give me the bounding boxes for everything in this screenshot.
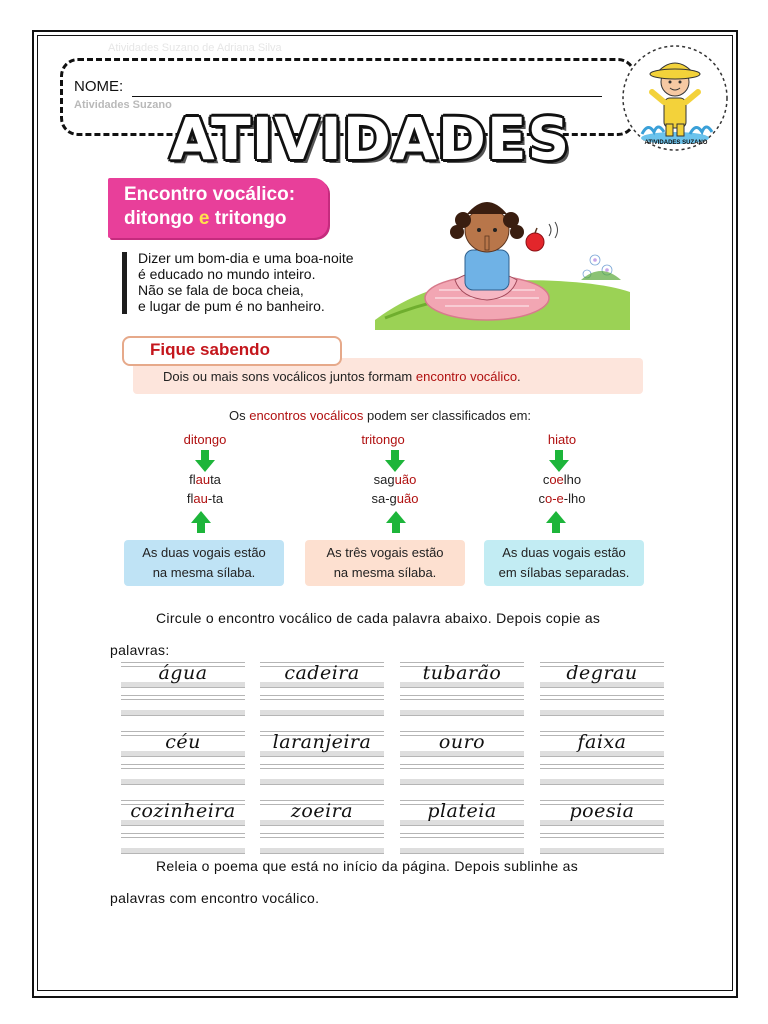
copy-band [400, 710, 524, 715]
copy-line [121, 699, 245, 700]
ruling-line [540, 825, 664, 826]
copy-line [540, 764, 664, 765]
topic-subtitle [124, 208, 287, 230]
ruling-line [400, 825, 524, 826]
ex-vowels: o-e [545, 491, 564, 506]
copy-line [400, 695, 524, 696]
copy-band [121, 848, 245, 853]
ex-vowels: uão [394, 472, 417, 487]
arrow-down-icon [549, 450, 569, 472]
arrow-up-icon [191, 511, 211, 533]
name-label: NOME: [74, 78, 124, 95]
ex-part: c [538, 491, 545, 506]
word-practice-box[interactable] [540, 731, 664, 775]
copy-line [260, 837, 384, 838]
copy-line [260, 768, 384, 769]
fique-sabendo-tab [122, 336, 342, 366]
copy-line [540, 833, 664, 834]
girl-illustration [375, 180, 630, 330]
ex-vowels: oe [549, 472, 564, 487]
cursive-word: zoeira [290, 800, 354, 822]
copy-band [540, 779, 664, 784]
copy-band [400, 848, 524, 853]
poem-line: e lugar de pum é no banheiro. [138, 298, 325, 314]
ruling-line [400, 687, 524, 688]
copy-line [400, 699, 524, 700]
copy-line [540, 837, 664, 838]
cursive-word: plateia [427, 800, 497, 822]
cursive-word: poesia [569, 800, 635, 822]
logo-caption: ATIVIDADES SUZANO [644, 140, 708, 146]
ex-part: -ta [207, 491, 224, 506]
ex-vowels: au [193, 491, 208, 506]
copy-line [400, 833, 524, 834]
copy-line [540, 695, 664, 696]
arrow-down-icon [195, 450, 215, 472]
copy-line [540, 853, 664, 854]
copy-line [260, 715, 384, 716]
ruling-line [260, 756, 384, 757]
example-tritongo [335, 472, 455, 487]
watermark: Atividades Suzano de Adriana Silva [108, 42, 282, 54]
copy-line [121, 715, 245, 716]
intro-part: Os [228, 408, 250, 423]
ruling-line [121, 756, 245, 757]
example-hiato-split [502, 491, 622, 506]
ex-part: fl [189, 472, 196, 487]
topic-box [108, 178, 328, 238]
word-practice-box[interactable] [121, 662, 245, 706]
example-ditongo-split [145, 491, 265, 506]
copy-band [121, 710, 245, 715]
col-head-ditongo: ditongo [183, 432, 227, 447]
word-practice-box[interactable] [400, 800, 524, 844]
ruling-line [260, 687, 384, 688]
definition-line: As três vogais estão [326, 545, 444, 560]
cursive-word: água [158, 662, 208, 684]
ex-part: sag [373, 472, 395, 487]
copy-line [260, 833, 384, 834]
fique-sabendo-title: Fique sabendo [150, 340, 270, 359]
copy-line [260, 695, 384, 696]
copy-band [121, 779, 245, 784]
col-head-hiato: hiato [547, 432, 577, 447]
copy-line [400, 853, 524, 854]
poem-line: é educado no mundo inteiro. [138, 266, 316, 282]
word-practice-box[interactable] [121, 800, 245, 844]
copy-line [121, 768, 245, 769]
definition-line: na mesma sílaba. [333, 565, 437, 580]
definition-line: na mesma sílaba. [152, 565, 256, 580]
site-label: Atividades Suzano [74, 99, 172, 111]
word-practice-box[interactable] [540, 800, 664, 844]
poem-line: Dizer um bom-dia e uma boa-noite [138, 250, 354, 266]
ruling-line [540, 756, 664, 757]
info-text-highlight: encontro vocálico [415, 369, 518, 384]
example-tritongo-split [335, 491, 455, 506]
copy-line [121, 764, 245, 765]
copy-line [260, 784, 384, 785]
poem [138, 250, 354, 314]
definition-hiato [484, 540, 644, 586]
copy-line [260, 853, 384, 854]
word-practice-box[interactable] [400, 731, 524, 775]
copy-line [400, 764, 524, 765]
copy-line [260, 699, 384, 700]
definition-ditongo [124, 540, 284, 586]
copy-band [540, 710, 664, 715]
ex-part: -lho [563, 491, 586, 506]
intro-highlight: encontros vocálicos [249, 408, 364, 423]
arrow-up-icon [546, 511, 566, 533]
exercise2-instruction: Releia o poema que está no início da página. Depois sublinhe as [156, 858, 579, 874]
word-practice-box[interactable] [260, 662, 384, 706]
word-practice-box[interactable] [121, 731, 245, 775]
ex-part: fl [186, 491, 194, 506]
definition-line: As duas vogais estão [142, 545, 266, 560]
example-ditongo [145, 472, 265, 487]
cursive-word: tubarão [422, 662, 502, 684]
poem-bar [122, 252, 127, 314]
cursive-word: céu [165, 731, 201, 753]
ruling-line [260, 825, 384, 826]
copy-line [540, 768, 664, 769]
cursive-word: laranjeira [272, 731, 372, 753]
copy-line [121, 837, 245, 838]
poem-line: Não se fala de boca cheia, [138, 282, 304, 298]
ruling-line [121, 825, 245, 826]
cursive-word: ouro [438, 731, 486, 753]
word-practice-box[interactable] [400, 662, 524, 706]
name-line[interactable] [132, 96, 602, 97]
copy-band [400, 779, 524, 784]
ruling-line [540, 687, 664, 688]
word-practice-box[interactable] [260, 731, 384, 775]
copy-band [260, 779, 384, 784]
copy-line [260, 764, 384, 765]
topic-and: e [198, 208, 210, 229]
copy-line [121, 853, 245, 854]
definition-line: em sílabas separadas. [498, 565, 630, 580]
copy-line [540, 699, 664, 700]
info-text-part: Dois ou mais sons vocálicos juntos formam [163, 369, 416, 384]
copy-line [400, 837, 524, 838]
ex-part: lho [563, 472, 582, 487]
arrow-down-icon [385, 450, 405, 472]
exercise2-instruction-cont: palavras com encontro vocálico. [110, 890, 320, 906]
copy-line [540, 784, 664, 785]
logo-icon [620, 40, 730, 156]
copy-line [540, 715, 664, 716]
cursive-word: cadeira [284, 662, 360, 684]
copy-band [260, 710, 384, 715]
ex-part: ta [210, 472, 221, 487]
topic-title: Encontro vocálico: [124, 184, 296, 205]
copy-line [400, 768, 524, 769]
info-text-end: . [517, 369, 521, 384]
copy-band [260, 848, 384, 853]
topic-tritongo: tritongo [214, 208, 287, 229]
col-head-tritongo: tritongo [361, 432, 405, 447]
copy-line [400, 715, 524, 716]
copy-line [400, 784, 524, 785]
classification-intro [130, 408, 630, 423]
topic-ditongo: ditongo [124, 208, 194, 229]
page-title: ATIVIDADES [169, 105, 571, 173]
ex-part: c [542, 472, 550, 487]
copy-line [121, 695, 245, 696]
intro-end: podem ser classificados em: [363, 408, 532, 423]
word-practice-box[interactable] [260, 800, 384, 844]
copy-line [121, 784, 245, 785]
ruling-line [121, 687, 245, 688]
exercise1-instruction: Circule o encontro vocálico de cada palavra abaixo. Depois copie as [156, 610, 601, 626]
info-text [163, 369, 521, 384]
example-hiato [502, 472, 622, 487]
copy-band [540, 848, 664, 853]
copy-line [121, 833, 245, 834]
definition-tritongo [305, 540, 465, 586]
cursive-word: faixa [577, 731, 627, 753]
definition-line: As duas vogais estão [502, 545, 626, 560]
exercise1-instruction-cont: palavras: [110, 642, 170, 658]
ex-vowels: uão [396, 491, 419, 506]
arrow-up-icon [386, 511, 406, 533]
ex-vowels: au [195, 472, 211, 487]
ruling-line [400, 756, 524, 757]
word-practice-box[interactable] [540, 662, 664, 706]
cursive-word: cozinheira [130, 800, 236, 822]
ex-part: sa-g [371, 491, 397, 506]
cursive-word: degrau [566, 662, 638, 684]
